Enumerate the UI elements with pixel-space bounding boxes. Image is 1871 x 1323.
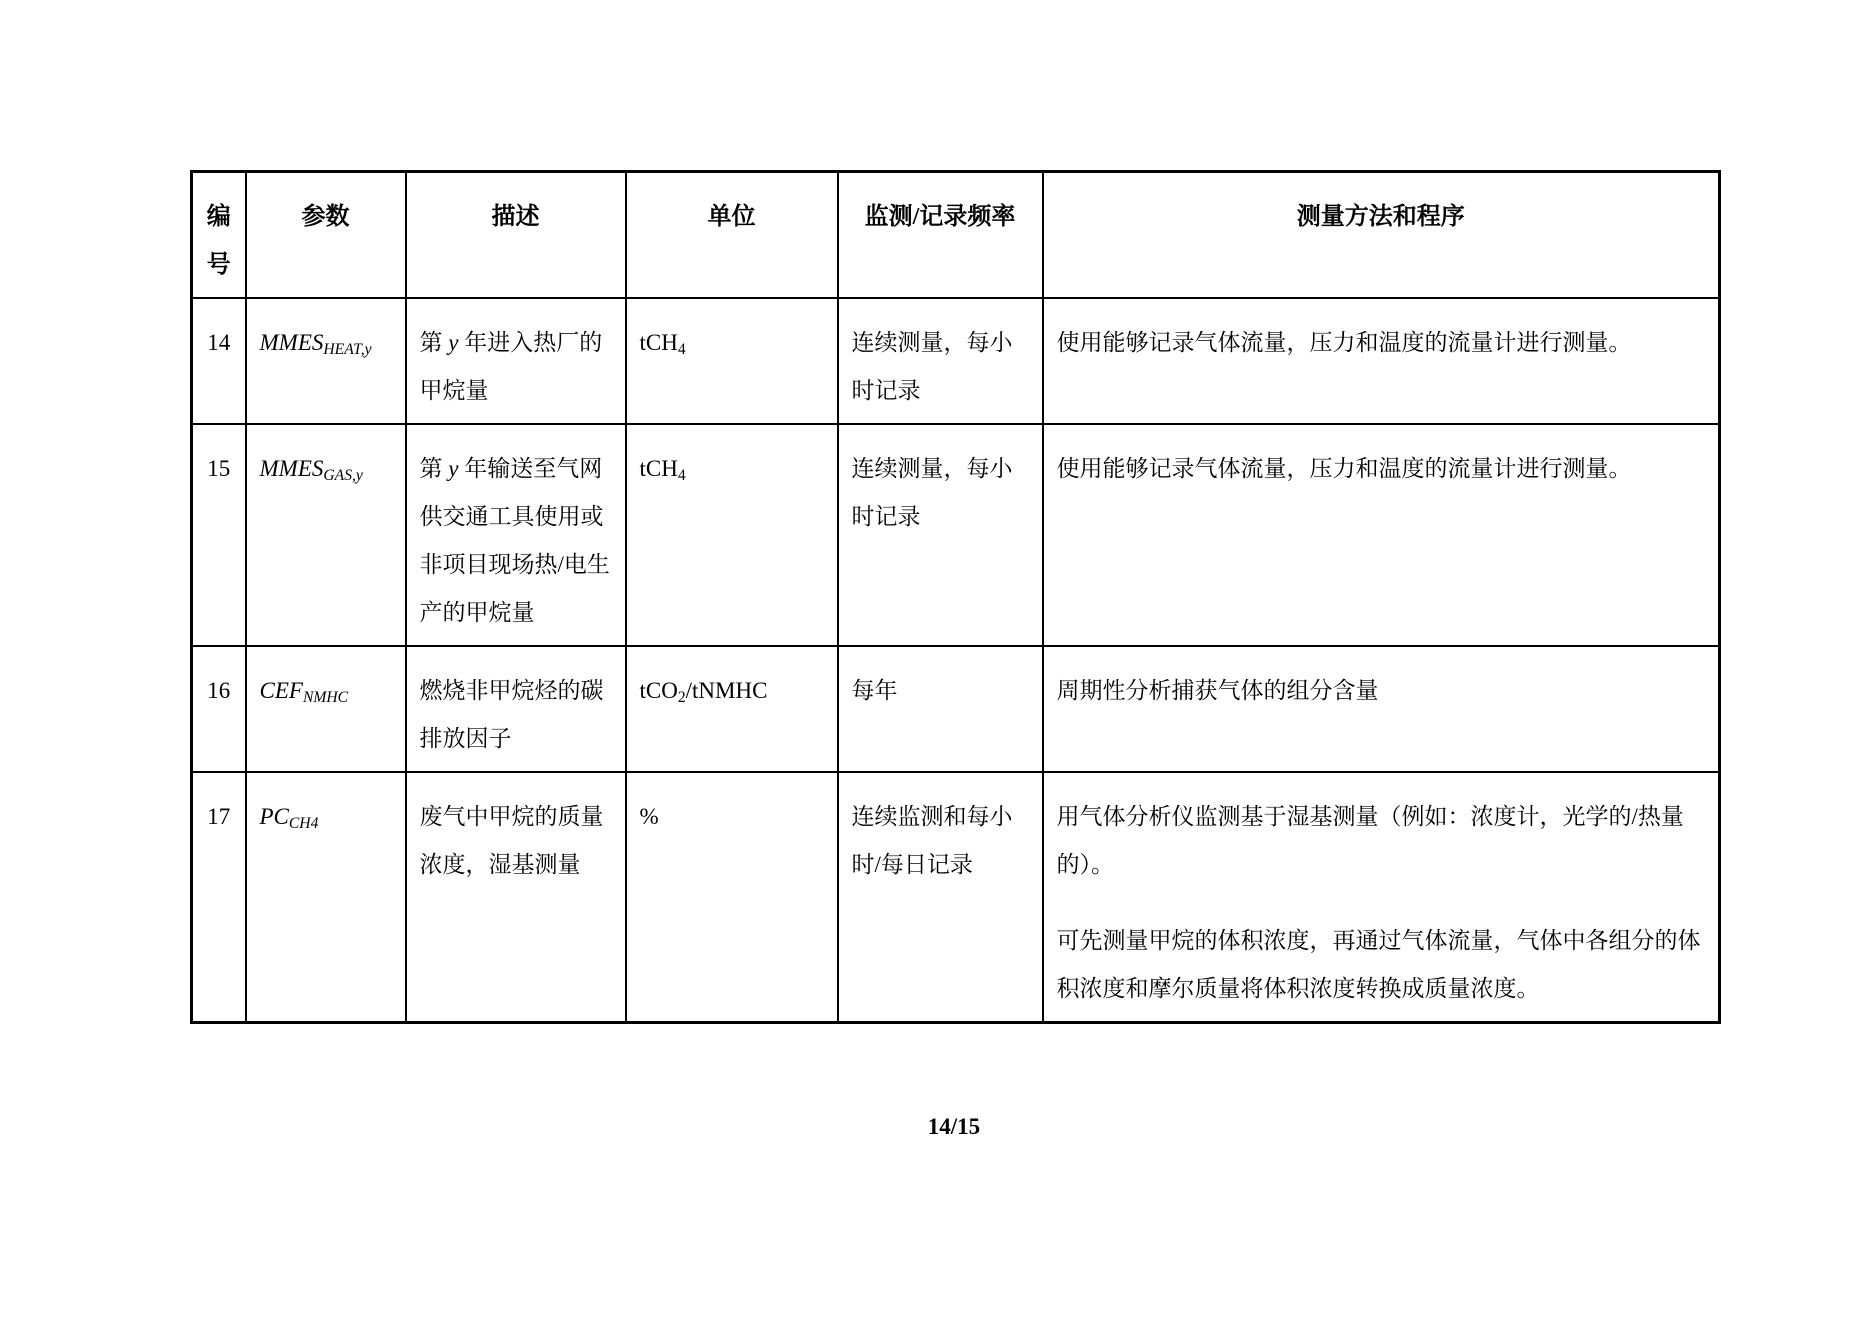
cell-frequency: 连续监测和每小时/每日记录 [838,772,1043,1023]
unit-text: tCO [639,678,678,703]
unit-subscript: 2 [677,688,686,706]
unit-subscript: 4 [677,466,686,484]
description-text: 年进入热厂的甲烷量 [419,330,603,403]
cell-unit [626,424,838,646]
cell-row-number: 15 [192,424,246,646]
unit-text: tCH [639,456,678,481]
cell-row-number: 16 [192,646,246,772]
table-row [192,646,1720,772]
parameter-symbol: $MMES_{HEAT,y}$ [259,330,372,358]
cell-frequency: 连续测量，每小时记录 [838,298,1043,424]
cell-description [406,646,626,772]
parameter-symbol: $CEF_{NMHC}$ [259,678,349,706]
cell-method [1043,298,1720,424]
description-text: 废气中甲烷的质量浓度，湿基测量 [419,804,604,877]
method-paragraph: 用气体分析仪监测基于湿基测量（例如：浓度计，光学的/热量的）。 [1056,804,1684,877]
cell-unit [626,772,838,1023]
cell-parameter [246,646,406,772]
header-frequency: 监测/记录频率 [838,172,1043,299]
description-text: 年输送至气网供交通工具使用或非项目现场热/电生产的甲烷量 [419,456,610,625]
description-text: 第 [419,330,449,355]
header-method: 测量方法和程序 [1043,172,1720,299]
cell-method [1043,646,1720,772]
method-paragraph: 使用能够记录气体流量，压力和温度的流量计进行测量。 [1056,330,1632,355]
method-paragraph: 周期性分析捕获气体的组分含量 [1056,678,1379,703]
cell-unit [626,646,838,772]
parameter-subscript: CH4 [288,814,319,832]
cell-description [406,772,626,1023]
cell-parameter [246,424,406,646]
description-variable: y [448,456,459,481]
header-description: 描述 [406,172,626,299]
cell-row-number: 17 [192,772,246,1023]
description-text: 第 [419,456,449,481]
method-paragraph: 可先测量甲烷的体积浓度，再通过气体流量，气体中各组分的体积浓度和摩尔质量将体积浓度转换成质量浓度。 [1056,928,1701,1001]
header-parameter: 参数 [246,172,406,299]
unit-text: tCH [639,330,678,355]
cell-description [406,424,626,646]
cell-method [1043,424,1720,646]
header-number: 编号 [192,172,246,299]
header-unit: 单位 [626,172,838,299]
cell-unit [626,298,838,424]
table-row [192,298,1720,424]
monitoring-parameters-table [190,170,1721,1024]
description-variable: y [448,330,459,355]
table-header-row [192,172,1720,299]
cell-parameter [246,772,406,1023]
table-row [192,424,1720,646]
parameter-subscript: NMHC [302,688,349,706]
cell-method [1043,772,1720,1023]
cell-frequency: 每年 [838,646,1043,772]
cell-parameter [246,298,406,424]
cell-row-number: 14 [192,298,246,424]
parameter-subscript: HEAT,y [323,340,372,358]
unit-subscript: 4 [677,340,686,358]
parameter-symbol: $PC_{CH4}$ [259,804,319,832]
unit-text: % [639,804,659,829]
description-text: 燃烧非甲烷烃的碳排放因子 [419,678,604,751]
unit-text: /tNMHC [685,678,768,703]
cell-description [406,298,626,424]
method-paragraph: 使用能够记录气体流量，压力和温度的流量计进行测量。 [1056,456,1632,481]
cell-frequency: 连续测量，每小时记录 [838,424,1043,646]
table-row [192,772,1720,1023]
page-number: 14/15 [927,1114,981,1139]
parameter-subscript: GAS,y [323,466,363,484]
parameter-symbol: $MMES_{GAS,y}$ [259,456,363,484]
